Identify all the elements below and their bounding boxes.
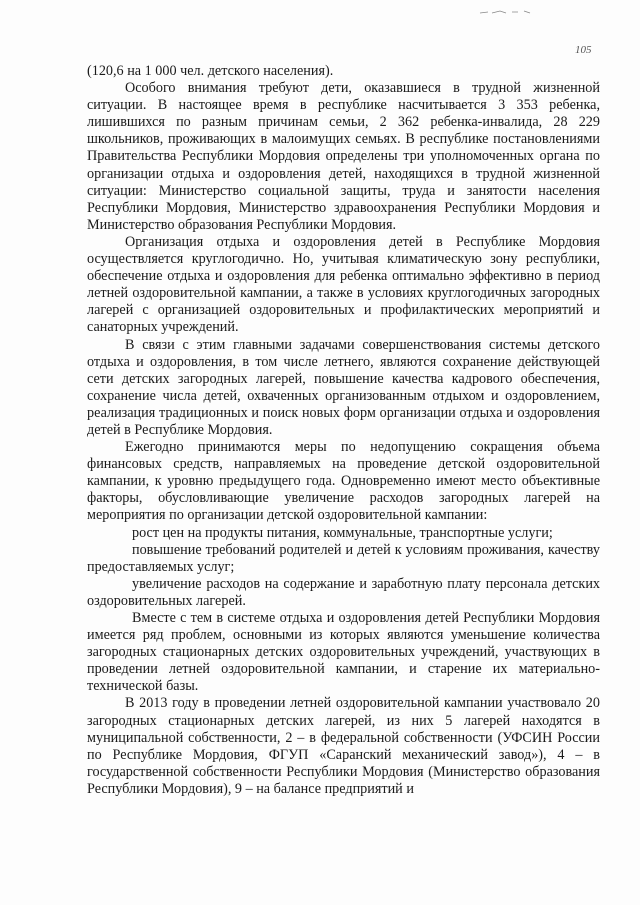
paragraph: Организация отдыха и оздоровления детей в Республике Мордовия осуществляется круглогодично. Но, учитывая климатическую зону республики, обеспечение отдыха и оздоровления для ребенка оптимально эффективно в период летней оздоровительной кампании, а также в условиях круглогодичных загородных лагерей с организацией оздоровительных и профилактических мероприятий и санаторных учреждений. [87,233,600,336]
body-text [87,63,600,798]
list-item: повышение требований родителей и детей к условиям проживания, качеству предоставляемых услуг; [87,541,600,575]
paragraph: Вместе с тем в системе отдыха и оздоровления детей Республики Мордовия имеется ряд проблем, основными из которых являются уменьшение количества загородных стационарных детских оздоровительных учреждений, участвующих в проведении летней оздоровительной кампании, и старение их материально-технической базы. [87,610,600,695]
scan-artifact [478,8,538,16]
list-item: увеличение расходов на содержание и заработную плату персонала детских оздоровительных лагерей. [87,575,600,609]
paragraph: Особого внимания требуют дети, оказавшиеся в трудной жизненной ситуации. В настоящее время в республике насчитывается 3 353 ребенка, лишившихся по разным причинам семьи, 2 362 ребенка-инвалида, 28 229 школьников, проживающих в малоимущих семьях. В республике постановлениями Правительства Республики Мордовия определены три уполномоченных органа по организации отдыха и оздоровления детей, находящихся в трудной жизненной ситуации: Министерство социальной защиты, труда и занятости населения Республики Мордовия, Министерство здравоохранения Республики Мордовия и Министерство образования Республики Мордовия. [87,80,600,233]
paragraph: В связи с этим главными задачами совершенствования системы детского отдыха и оздоровления, в том числе летнего, являются сохранение действующей сети детских загородных лагерей, повышение качества кадрового обеспечения, сохранение числа детей, охваченных организованным отдыхом и оздоровлением, реализация традиционных и поиск новых форм организации отдыха и оздоровления детей в Республике Мордовия. [87,336,600,438]
paragraph: В 2013 году в проведении летней оздоровительной кампании участвовало 20 загородных стационарных детских лагерей, из них 5 лагерей находятся в муниципальной собственности, 2 – в федеральной собственности (УФСИН России по Республике Мордовия, ФГУП «Саранский механический завод»), 4 – в государственной собственности Республики Мордовия (Министерство образования Республики Мордовия), 9 – на балансе предприятий и [87,695,600,797]
paragraph: (120,6 на 1 000 чел. детского населения). [87,63,334,79]
page-number: 105 [575,44,592,56]
paragraph: Ежегодно принимаются меры по недопущению сокращения объема финансовых средств, направляемых на проведение детской оздоровительной кампании, к уровню предыдущего года. Одновременно имеют место объективные факторы, обусловливающие увеличение расходов загородных лагерей на мероприятия по организации детской оздоровительной кампании: [87,439,600,524]
list-item: рост цен на продукты питания, коммунальные, транспортные услуги; [132,524,553,541]
